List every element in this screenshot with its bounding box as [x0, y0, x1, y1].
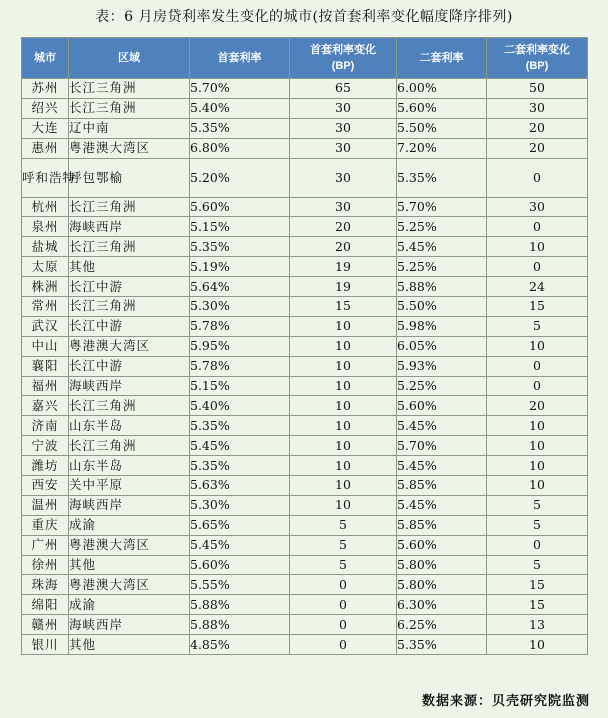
cell-first-change: 10: [290, 456, 397, 476]
cell-region: 长江三角洲: [69, 197, 190, 217]
cell-city: 盐城: [22, 237, 69, 257]
cell-city: 福州: [22, 376, 69, 396]
cell-region: 山东半岛: [69, 456, 190, 476]
table-row: [22, 555, 588, 575]
cell-first-rate: 5.35%: [190, 456, 290, 476]
cell-first-rate: 5.63%: [190, 476, 290, 496]
cell-first-rate: 5.15%: [190, 376, 290, 396]
cell-region: 长江三角洲: [69, 79, 190, 99]
cell-first-change: 15: [290, 297, 397, 317]
cell-first-change: 5: [290, 515, 397, 535]
cell-region: 长江三角洲: [69, 98, 190, 118]
cell-first-change: 10: [290, 316, 397, 336]
cell-region: 粤港澳大湾区: [69, 138, 190, 158]
table-row: [22, 297, 588, 317]
cell-second-change: 30: [487, 98, 588, 118]
cell-second-rate: 5.70%: [397, 197, 487, 217]
cell-city: 苏州: [22, 79, 69, 99]
cell-second-change: 15: [487, 575, 588, 595]
cell-second-change: 0: [487, 356, 588, 376]
cell-region: 其他: [69, 555, 190, 575]
cell-first-rate: 5.55%: [190, 575, 290, 595]
cell-city: 惠州: [22, 138, 69, 158]
cell-region: 粤港澳大湾区: [69, 575, 190, 595]
cell-city: 武汉: [22, 316, 69, 336]
cell-first-rate: 5.60%: [190, 555, 290, 575]
cell-first-rate: 5.95%: [190, 336, 290, 356]
header-second-rate: 二套利率: [397, 38, 487, 79]
cell-first-change: 65: [290, 79, 397, 99]
cell-first-change: 20: [290, 217, 397, 237]
cell-first-rate: 5.35%: [190, 416, 290, 436]
cell-second-rate: 5.35%: [397, 158, 487, 197]
cell-second-change: 5: [487, 316, 588, 336]
cell-first-rate: 5.64%: [190, 277, 290, 297]
cell-region: 海峡西岸: [69, 495, 190, 515]
table-row: [22, 396, 588, 416]
cell-city: 嘉兴: [22, 396, 69, 416]
cell-city: 绍兴: [22, 98, 69, 118]
cell-city: 呼和浩特: [22, 158, 69, 197]
cell-city: 襄阳: [22, 356, 69, 376]
table-row: [22, 158, 588, 197]
cell-first-rate: 6.80%: [190, 138, 290, 158]
table-row: [22, 217, 588, 237]
cell-second-change: 10: [487, 237, 588, 257]
cell-second-rate: 6.25%: [397, 615, 487, 635]
cell-second-change: 13: [487, 615, 588, 635]
table-title: 表：6 月房贷利率发生变化的城市(按首套利率变化幅度降序排列): [95, 9, 513, 25]
cell-first-rate: 5.20%: [190, 158, 290, 197]
cell-city: 宁波: [22, 436, 69, 456]
cell-region: 长江三角洲: [69, 237, 190, 257]
cell-first-change: 0: [290, 575, 397, 595]
cell-first-rate: 5.78%: [190, 316, 290, 336]
cell-first-change: 5: [290, 535, 397, 555]
cell-first-change: 19: [290, 277, 397, 297]
cell-region: 呼包鄂榆: [69, 158, 190, 197]
table-row: [22, 456, 588, 476]
cell-first-rate: 5.15%: [190, 217, 290, 237]
cell-second-change: 10: [487, 635, 588, 655]
cell-first-change: 30: [290, 98, 397, 118]
cell-city: 中山: [22, 336, 69, 356]
table-row: [22, 495, 588, 515]
cell-first-change: 0: [290, 615, 397, 635]
cell-second-change: 5: [487, 495, 588, 515]
cell-second-change: 10: [487, 416, 588, 436]
cell-region: 其他: [69, 635, 190, 655]
table-row: [22, 635, 588, 655]
cell-second-rate: 6.30%: [397, 595, 487, 615]
cell-first-rate: 5.30%: [190, 297, 290, 317]
cell-first-rate: 5.19%: [190, 257, 290, 277]
cell-first-change: 10: [290, 376, 397, 396]
cell-first-rate: 5.40%: [190, 396, 290, 416]
cell-second-change: 0: [487, 376, 588, 396]
cell-first-rate: 5.40%: [190, 98, 290, 118]
cell-region: 长江中游: [69, 356, 190, 376]
header-first-change: 首套利率变化 (BP): [290, 38, 397, 79]
table-row: [22, 79, 588, 99]
cell-second-rate: 5.93%: [397, 356, 487, 376]
cell-first-change: 10: [290, 336, 397, 356]
cell-first-rate: 5.45%: [190, 436, 290, 456]
cell-second-rate: 5.35%: [397, 635, 487, 655]
table-row: [22, 515, 588, 535]
cell-second-change: 0: [487, 257, 588, 277]
cell-second-change: 20: [487, 118, 588, 138]
cell-city: 广州: [22, 535, 69, 555]
table-row: [22, 118, 588, 138]
cell-region: 成渝: [69, 515, 190, 535]
cell-region: 粤港澳大湾区: [69, 535, 190, 555]
cell-region: 长江三角洲: [69, 396, 190, 416]
cell-first-rate: 5.88%: [190, 595, 290, 615]
cell-first-change: 10: [290, 396, 397, 416]
data-source-note: 数据来源：贝壳研究院监测: [421, 694, 590, 709]
cell-second-rate: 5.88%: [397, 277, 487, 297]
cell-first-change: 30: [290, 138, 397, 158]
cell-first-rate: 5.30%: [190, 495, 290, 515]
cell-second-rate: 5.85%: [397, 476, 487, 496]
cell-second-change: 24: [487, 277, 588, 297]
cell-first-change: 10: [290, 356, 397, 376]
cell-second-change: 10: [487, 456, 588, 476]
cell-region: 海峡西岸: [69, 217, 190, 237]
cell-first-change: 5: [290, 555, 397, 575]
cell-second-change: 50: [487, 79, 588, 99]
cell-second-rate: 5.50%: [397, 118, 487, 138]
cell-first-rate: 5.70%: [190, 79, 290, 99]
table-row: [22, 615, 588, 635]
cell-second-rate: 5.45%: [397, 495, 487, 515]
cell-second-change: 5: [487, 515, 588, 535]
cell-second-rate: 5.60%: [397, 396, 487, 416]
cell-second-change: 5: [487, 555, 588, 575]
cell-first-change: 10: [290, 476, 397, 496]
table-row: [22, 575, 588, 595]
cell-second-rate: 5.45%: [397, 456, 487, 476]
cell-first-rate: 5.65%: [190, 515, 290, 535]
cell-first-rate: 5.60%: [190, 197, 290, 217]
cell-region: 关中平原: [69, 476, 190, 496]
cell-first-change: 0: [290, 595, 397, 615]
cell-second-rate: 6.05%: [397, 336, 487, 356]
table-row: [22, 535, 588, 555]
cell-first-change: 30: [290, 197, 397, 217]
cell-second-rate: 5.45%: [397, 237, 487, 257]
cell-city: 株洲: [22, 277, 69, 297]
cell-second-rate: 5.70%: [397, 436, 487, 456]
header-region: 区域: [69, 38, 190, 79]
cell-second-rate: 7.20%: [397, 138, 487, 158]
cell-first-rate: 5.35%: [190, 118, 290, 138]
cell-second-change: 15: [487, 297, 588, 317]
cell-second-rate: 5.98%: [397, 316, 487, 336]
table-row: [22, 356, 588, 376]
table-row: [22, 257, 588, 277]
cell-second-rate: 5.80%: [397, 575, 487, 595]
cell-city: 常州: [22, 297, 69, 317]
header-city: 城市: [22, 38, 69, 79]
cell-second-change: 10: [487, 476, 588, 496]
cell-second-rate: 5.80%: [397, 555, 487, 575]
table-row: [22, 237, 588, 257]
cell-first-rate: 5.45%: [190, 535, 290, 555]
cell-second-rate: 5.50%: [397, 297, 487, 317]
cell-region: 其他: [69, 257, 190, 277]
cell-city: 泉州: [22, 217, 69, 237]
cell-second-rate: 5.60%: [397, 535, 487, 555]
cell-city: 银川: [22, 635, 69, 655]
cell-region: 长江三角洲: [69, 297, 190, 317]
cell-second-rate: 5.25%: [397, 376, 487, 396]
table-row: [22, 197, 588, 217]
cell-second-change: 0: [487, 535, 588, 555]
table-row: [22, 436, 588, 456]
cell-city: 潍坊: [22, 456, 69, 476]
cell-city: 绵阳: [22, 595, 69, 615]
cell-first-rate: 5.88%: [190, 615, 290, 635]
cell-first-rate: 4.85%: [190, 635, 290, 655]
cell-city: 杭州: [22, 197, 69, 217]
header-first-rate: 首套利率: [190, 38, 290, 79]
cell-region: 山东半岛: [69, 416, 190, 436]
cell-first-change: 20: [290, 237, 397, 257]
cell-first-rate: 5.78%: [190, 356, 290, 376]
cell-second-rate: 5.25%: [397, 257, 487, 277]
cell-second-change: 10: [487, 436, 588, 456]
table-row: [22, 98, 588, 118]
cell-city: 西安: [22, 476, 69, 496]
cell-first-rate: 5.35%: [190, 237, 290, 257]
cell-city: 大连: [22, 118, 69, 138]
cell-second-rate: 5.25%: [397, 217, 487, 237]
table-header-row: [22, 38, 588, 79]
table-body: [22, 79, 588, 655]
cell-first-change: 10: [290, 495, 397, 515]
cell-region: 粤港澳大湾区: [69, 336, 190, 356]
cell-second-change: 15: [487, 595, 588, 615]
cell-city: 太原: [22, 257, 69, 277]
cell-city: 温州: [22, 495, 69, 515]
table-row: [22, 476, 588, 496]
cell-second-rate: 5.60%: [397, 98, 487, 118]
cell-first-change: 30: [290, 118, 397, 138]
cell-city: 济南: [22, 416, 69, 436]
table-row: [22, 316, 588, 336]
table-row: [22, 416, 588, 436]
cell-second-change: 20: [487, 396, 588, 416]
cell-second-change: 30: [487, 197, 588, 217]
cell-second-change: 20: [487, 138, 588, 158]
cell-first-change: 0: [290, 635, 397, 655]
table-row: [22, 336, 588, 356]
table-row: [22, 138, 588, 158]
cell-region: 长江中游: [69, 277, 190, 297]
cell-city: 重庆: [22, 515, 69, 535]
cell-first-change: 19: [290, 257, 397, 277]
cell-second-rate: 6.00%: [397, 79, 487, 99]
cell-region: 辽中南: [69, 118, 190, 138]
cell-region: 海峡西岸: [69, 376, 190, 396]
header-second-change: 二套利率变化 (BP): [487, 38, 588, 79]
table-row: [22, 376, 588, 396]
cell-region: 成渝: [69, 595, 190, 615]
cell-city: 徐州: [22, 555, 69, 575]
table-row: [22, 277, 588, 297]
cell-second-change: 0: [487, 217, 588, 237]
cell-second-rate: 5.45%: [397, 416, 487, 436]
cell-city: 珠海: [22, 575, 69, 595]
cell-second-change: 10: [487, 336, 588, 356]
cell-region: 海峡西岸: [69, 615, 190, 635]
cell-first-change: 30: [290, 158, 397, 197]
cell-first-change: 10: [290, 436, 397, 456]
cell-city: 赣州: [22, 615, 69, 635]
mortgage-rate-table: [21, 37, 588, 655]
table-row: [22, 595, 588, 615]
cell-region: 长江中游: [69, 316, 190, 336]
cell-first-change: 10: [290, 416, 397, 436]
cell-second-change: 0: [487, 158, 588, 197]
cell-region: 长江三角洲: [69, 436, 190, 456]
cell-second-rate: 5.85%: [397, 515, 487, 535]
